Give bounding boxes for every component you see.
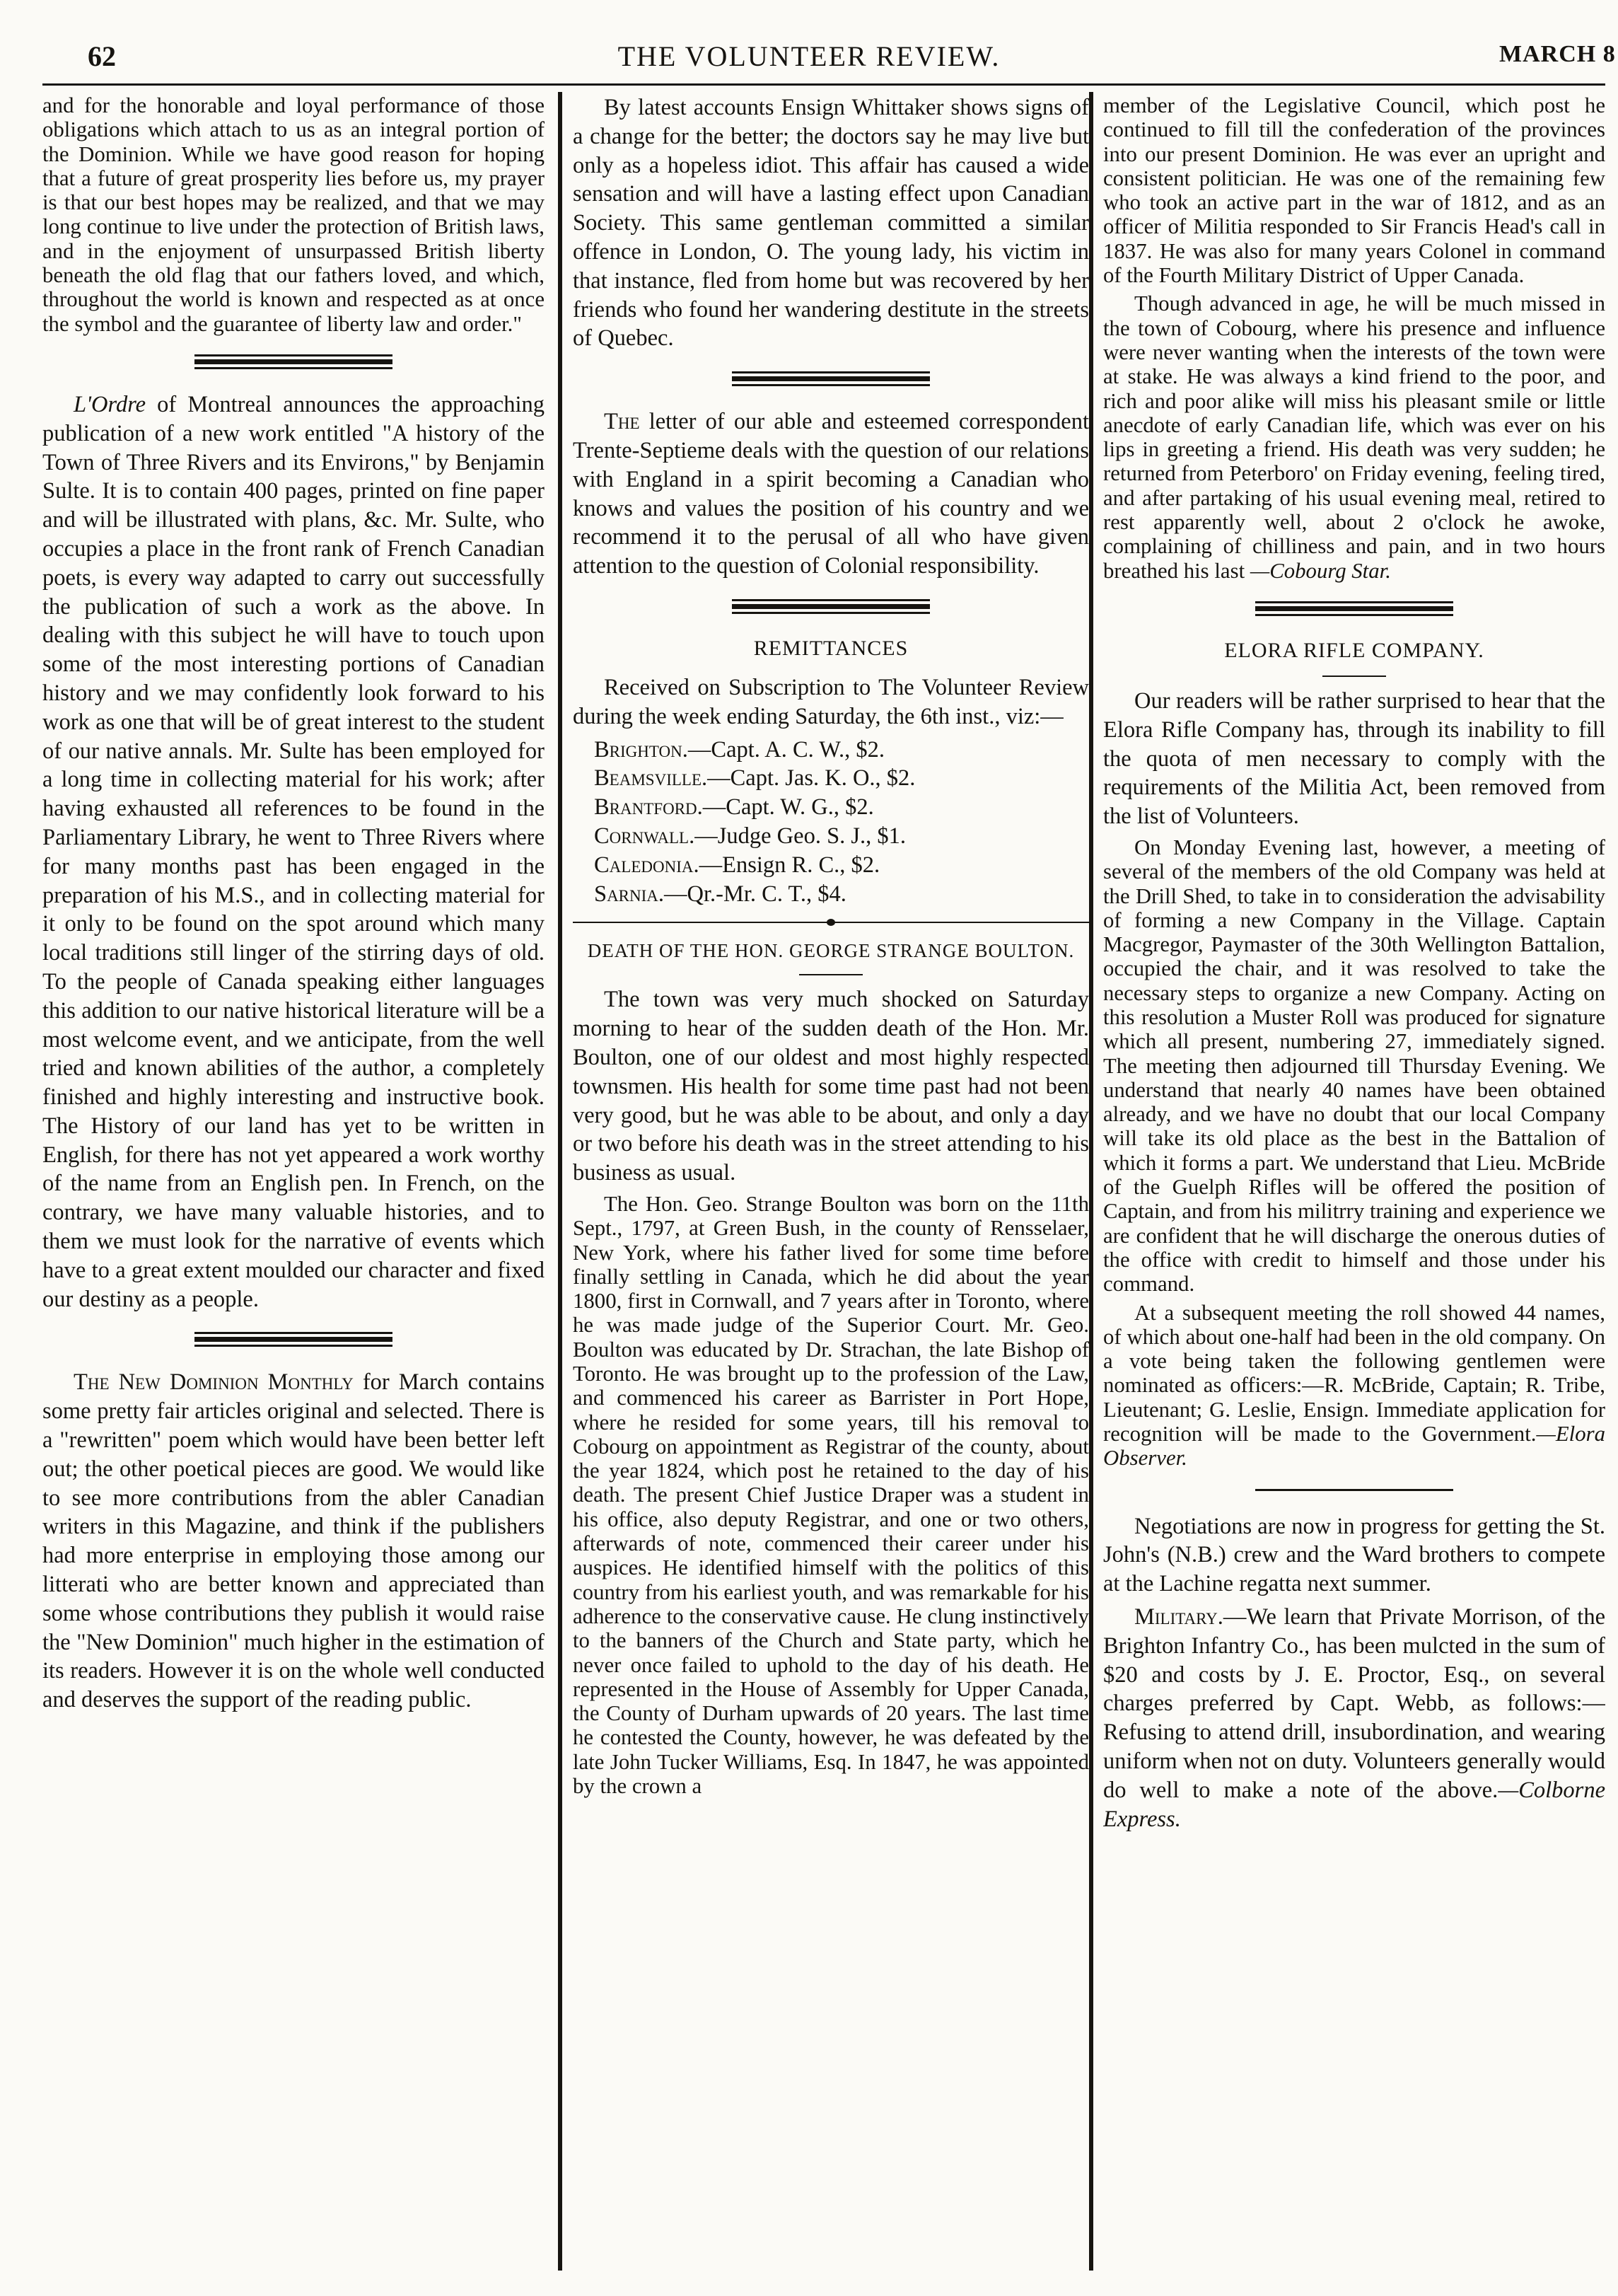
column-middle [573, 93, 1089, 2286]
ornamental-rule [573, 915, 1089, 929]
article-paragraph [1103, 1603, 1605, 1833]
remittance-place: Brighton. [594, 736, 688, 763]
paragraph-body: letter of our able and esteemed correspondent Trente-Septieme deals with the question of our relations with England in a spirit becoming a Canadian who knows and values the position of his country and we recommend it to the perusal of all who have given attention to the question of Colonial responsibility. [573, 409, 1089, 579]
header-rule [42, 83, 1605, 86]
source-credit: —Colborne Express. [1103, 1777, 1605, 1832]
section-rule [573, 599, 1089, 614]
lead-words: L'Ordre [74, 391, 146, 417]
remittance-detail: —Qr.-Mr. C. T., $4. [664, 881, 846, 907]
remittance-entry [594, 851, 1089, 880]
obituary-heading: DEATH OF THE HON. GEORGE STRANGE BOULTON. [587, 940, 1075, 962]
column-divider [558, 92, 562, 2271]
section-rule [573, 371, 1089, 386]
remittance-entry [594, 822, 1089, 851]
remittance-place: Cornwall. [594, 823, 695, 849]
article-paragraph [1103, 1301, 1605, 1471]
column-left [42, 93, 545, 2279]
paragraph-body: of Montreal announces the approaching publication of a new work entitled "A history of the Town of Three Rivers and its Environs," by Benjamin Sulte. It is to contain 400 pages, printed on fine paper and will be illustrated with plans, &c. Mr. Sulte, who occupies a place in the front rank of French Canadian poets, is every way adapted to carry out successfully the publication of such a work as the above. In dealing with this subject he will have to touch upon some of the most interesting portions of Canadian history and we may confidently look forward to his work as one that will be of great interest to the student of our native annals. Mr. Sulte has been employed for a long time in collecting material for his work; after having exhausted all references to be found in the Parliamentary Library, he went to Three Rivers where for many months past has been engaged in the preparation of his M.S., and in collecting material for it only to be found on the spot around which many local traditions still linger of the stirring days of old. To the people of Canada speaking either languages this addition to our native historical literature will be a most welcome event, and we anticipate, from the well tried and known abilities of the author, a completely finished and highly interesting and instructive book. The History of our land has yet to be written in English, for there has not yet appeared a work worthy of the name from an English pen. In French, on the contrary, we have many valuable histories, and to them we must look for the narrative of events which have to a great extent moulded our character and fixed our destiny as a people. [42, 391, 545, 1312]
issue-date: MARCH 8 [1499, 41, 1616, 67]
article-paragraph: The town was very much shocked on Saturday morning to hear of the sudden death of the Hon. Mr. Boulton, one of our oldest and most highly respected townsmen. His health for some time past had not been very good, but he was able to be about, and only a day or two before his death was in the street attending to his business as usual. [573, 987, 1089, 1186]
remittances-intro: Received on Subscription to The Volunteer Review during the week ending Saturday, the 6th inst., viz:— [573, 674, 1089, 729]
short-rule [799, 974, 863, 975]
article-paragraph: and for the honorable and loyal performance of those obligations which attach to us as an integral portion of the Dominion. While we have good reason for hoping that a future of great prosperity lies before us, my prayer is that our best hopes may be realized, and that we may long continue to live under the protection of British laws, and in the enjoyment of unsurpassed British liberty beneath the old flag that our fathers loved, and which, throughout the world is known and respected as at once the symbol and the guarantee of liberty law and order." [42, 93, 545, 336]
remittance-entry [594, 880, 1089, 909]
article-paragraph [1103, 291, 1605, 583]
remittance-detail: —Capt. Jas. K. O., $2. [707, 765, 916, 792]
remittance-entry [594, 793, 1089, 822]
short-rule [1322, 676, 1386, 677]
column-divider [1089, 92, 1093, 2271]
article-paragraph: Negotiations are now in progress for getting the St. John's (N.B.) crew and the Ward brothers to compete at the Lachine regatta next summer. [1103, 1513, 1605, 1597]
section-rule [1103, 1489, 1605, 1491]
remittance-detail: —Judge Geo. S. J., $1. [694, 823, 907, 849]
remittance-entry [594, 764, 1089, 793]
remittances-heading: REMITTANCES [753, 636, 909, 660]
page-number: 62 [88, 40, 116, 72]
remittance-place: Sarnia. [594, 881, 665, 907]
article-paragraph: By latest accounts Ensign Whittaker shows signs of a change for the better; the doctors say he may live but only as a hopeless idiot. This affair has caused a wide sensation and will have a lasting effect upon Canadian Society. This same gentleman committed a similar offence in London, O. The young lady, his victim in that instance, fled from home but was recovered by her friends who found her wandering destitute in the streets of Quebec. [573, 95, 1089, 352]
lead-words: Military. [1134, 1604, 1223, 1630]
remittance-detail: —Ensign R. C., $2. [699, 852, 880, 878]
paragraph-body: for March contains some pretty fair articles original and selected. There is a "rewritten" poem which would have been better left out; the other poetical pieces are good. We would like to see more contributions from the abler Canadian writers in this Magazine, and think if the publishers had more enterprise in employing those among our litterati who are better known and appreciated than some whose contributions they publish it would raise the "New Dominion" much higher in the estimation of its readers. However it is on the whole well conducted and deserves the support of the reading public. [42, 1369, 545, 1713]
source-credit: —Elora Observer. [1103, 1422, 1605, 1471]
article-paragraph: On Monday Evening last, however, a meeting of several of the members of the old Company was held at the Drill Shed, to take in to consideration the advisability of forming a new Company in the Village. Captain Macgregor, Paymaster of the 30th Wellington Battalion, occupied the chair, and it was resolved to take the necessary steps to organize a new Company. Acting on this resolution a Muster Roll was produced for signature which all present, numbering 27, immediately signed. The meeting then adjourned till Thursday Evening. We understand that nearly 40 names have been obtained already, and we have no doubt that our local Company will take its old place as the best in the Battalion of which it forms a part. We understand that Lieu. McBride of the Guelph Rifles will be offered the position of Captain, and from his militrry training and experience we are confident that he will discharge the onerous duties of the office with credit to himself and those under his command. [1103, 835, 1605, 1297]
paragraph-body: At a subsequent meeting the roll showed 44 names, of which about one-half had been in the old company. On a vote being taken the following gentlemen were nominated as officers:—R. McBride, Captain; R. Tribe, Lieutenant; G. Leslie, Ensign. Immediate application for recognition will be made to the Government. [1103, 1300, 1605, 1446]
column-right [1103, 93, 1605, 2286]
article-paragraph [42, 390, 545, 1314]
lead-words: The New Dominion Monthly [74, 1369, 354, 1396]
lead-words: The [604, 409, 640, 435]
remittance-detail: —Capt. W. G., $2. [702, 794, 874, 821]
paragraph-body: —We learn that Private Morrison, of the Brighton Infantry Co., has been mulcted in the sum of $20 and costs by J. E. Proctor, Esq., on several charges preferred by Capt. Webb, as follows:—Refusing to attend drill, insubordination, and wearing uniform when not on duty. Volunteers generally would do well to make a note of the above. [1103, 1604, 1605, 1803]
article-paragraph: The Hon. Geo. Strange Boulton was born on the 11th Sept., 1797, at Green Bush, in the county of Rensselaer, New York, where his father lived for some time before finally settling in Canada, which he did about the year 1800, first in Cornwall, and 7 years after in Toronto, where he was made judge of the Superior Court. Mr. Geo. Boulton was educated by Dr. Strachan, the late Bishop of Toronto. He was brought up to the profession of the Law, and commenced his career as Barrister in Port Hope, where he resided for some years, till his removal to Cobourg on appointment as Registrar of the county, about the year 1824, which post he retained to the day of his death. The present Chief Justice Draper was a student in his office, also deputy Registrar, and one or two others, afterwards of note, commenced their career under his auspices. He identified himself with the politics of this country from his earliest youth, and was remarkable for his adherence to the conservative cause. He clung instinctively to the banners of the Church and State party, which he never once failed to uphold to the day of his death. He represented in the House of Assembly for Upper Canada, the County of Durham upwards of 20 years. The last time he contested the County, however, he was defeated by the late John Tucker Williams, Esq. In 1847, he was appointed by the crown a [573, 1191, 1089, 1799]
article-paragraph [42, 1368, 545, 1715]
elora-heading: ELORA RIFLE COMPANY. [1224, 638, 1484, 662]
section-rule [1103, 601, 1605, 616]
paragraph-body: Though advanced in age, he will be much missed in the town of Cobourg, where his presence and influence were never wanting when the interests of the town were at stake. He was always a kind friend to the poor, and rich and poor alike will miss his pleasant smile or little anecdote of early Canadian life, which was ever on his lips in greeting a friend. His death was very sudden; he returned from Peterboro' on Friday evening, feeling tired, and after partaking of his usual evening meal, retired to rest apparently well, about 2 o'clock he awoke, complaining of chilliness and pain, and in two hours breathed his last [1103, 291, 1605, 583]
masthead-title: THE VOLUNTEER REVIEW. [617, 40, 1001, 72]
remittance-place: Beamsville. [594, 765, 708, 792]
remittance-entry [594, 736, 1089, 765]
article-paragraph: Our readers will be rather surprised to hear that the Elora Rifle Company has, through its inability to fill the quota of men necessary to comply with the requirements of the Militia Act, been removed from the list of Volunteers. [1103, 688, 1605, 830]
source-credit: —Cobourg Star. [1250, 558, 1391, 583]
remittance-detail: —Capt. A. C. W., $2. [687, 736, 885, 763]
section-rule [42, 354, 545, 369]
article-paragraph [573, 407, 1089, 581]
section-rule [42, 1332, 545, 1347]
remittances-list [573, 736, 1089, 909]
remittance-place: Caledonia. [594, 852, 699, 878]
article-paragraph: member of the Legislative Council, which post he continued to fill till the confederation of the provinces into our present Dominion. He was ever an upright and consistent politician. He was one of the remaining few who took an active part in the war of 1812, and as an officer of Militia responded to Sir Francis Head's call in 1837. He was also for many years Colonel in command of the Fourth Military District of Upper Canada. [1103, 93, 1605, 288]
remittance-place: Brantford. [594, 794, 703, 821]
